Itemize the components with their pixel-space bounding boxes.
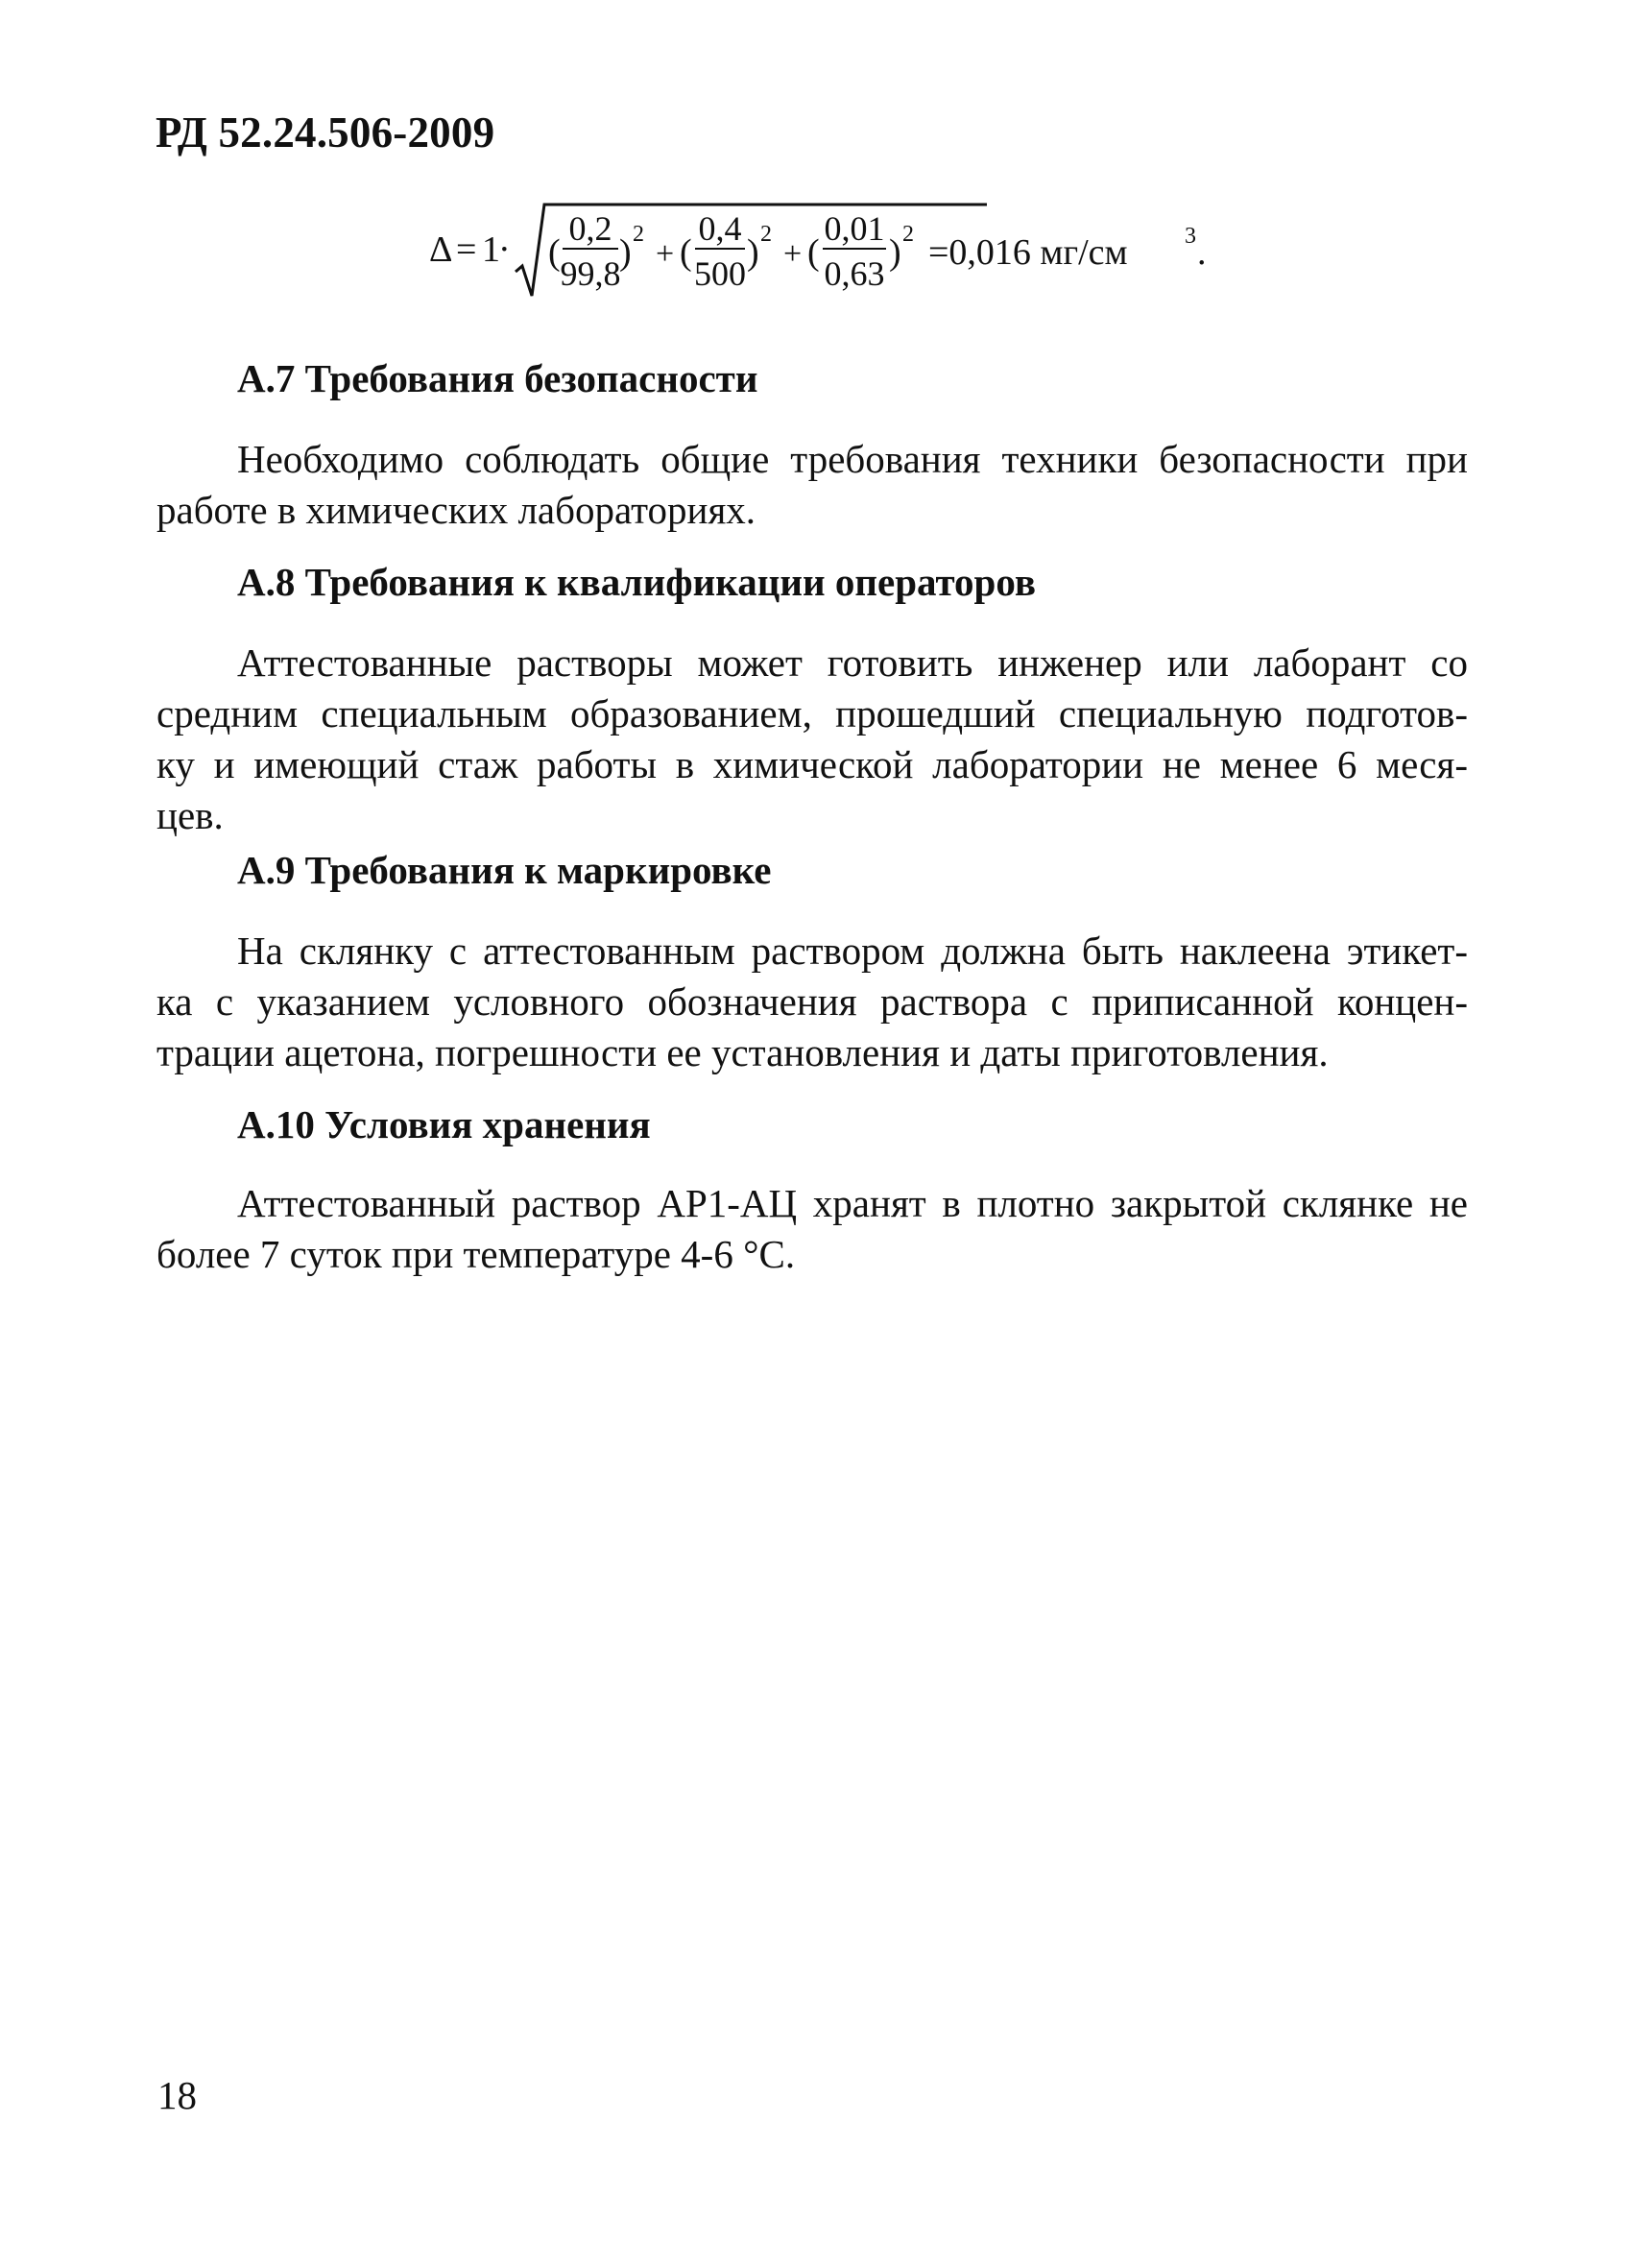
formula-result: =0,016 мг/см <box>928 232 1128 273</box>
term-1-numerator: 0,2 <box>568 209 612 248</box>
section-body-a8 <box>156 638 1468 841</box>
section-heading-a7: А.7 Требования безопасности <box>237 356 758 400</box>
formula-plus: + <box>783 236 803 272</box>
section-heading-a8: А.8 Требования к квалификации операторов <box>237 560 1036 604</box>
term-open-paren: ( <box>548 232 561 273</box>
formula-delta: Δ <box>429 229 453 270</box>
section-heading-a9: А.9 Требования к маркировке <box>237 848 772 892</box>
term-1-exponent: 2 <box>633 222 644 247</box>
formula-equals: = <box>456 229 477 270</box>
body-line: ку и имеющий стаж работы в химической лаборатории не менее 6 меся- <box>156 742 1468 786</box>
term-2-numerator: 0,4 <box>698 209 742 248</box>
term-open-paren: ( <box>680 232 692 273</box>
formula-factor: 1 <box>482 229 500 270</box>
body-line: средним специальным образованием, прошедший специальную подготов- <box>156 691 1468 736</box>
term-2-exponent: 2 <box>760 222 772 247</box>
term-close-paren: ) <box>619 232 632 273</box>
body-line: На склянку с аттестованным раствором должна быть наклеена этикет- <box>237 929 1468 973</box>
section-heading-a10: А.10 Условия хранения <box>237 1102 651 1146</box>
term-close-paren: ) <box>747 232 759 273</box>
term-3-numerator: 0,01 <box>824 209 885 248</box>
body-line: цев. <box>156 793 224 837</box>
body-line: Аттестованный раствор АР1-АЦ хранят в плотно закрытой склянке не <box>237 1181 1468 1225</box>
body-line: трации ацетона, погрешности ее установления и даты приготовления. <box>156 1030 1329 1074</box>
uncertainty-formula <box>427 197 1272 312</box>
body-line: Аттестованные растворы может готовить инженер или лаборант со <box>237 640 1468 685</box>
term-2-denominator: 500 <box>694 254 746 293</box>
formula-result-end: . <box>1197 232 1207 273</box>
formula-plus: + <box>656 236 675 272</box>
formula-dot: · <box>498 229 511 270</box>
term-3-exponent: 2 <box>902 222 914 247</box>
page-number: 18 <box>157 2073 197 2117</box>
term-3-denominator: 0,63 <box>824 254 885 293</box>
term-open-paren: ( <box>807 232 820 273</box>
section-body-a10 <box>156 1178 1468 1280</box>
document-code: РД 52.24.506-2009 <box>156 109 495 157</box>
section-body-a7 <box>156 434 1468 536</box>
body-line: ка с указанием условного обозначения раствора с приписанной концен- <box>156 979 1468 1024</box>
body-line: Необходимо соблюдать общие требования техники безопасности при <box>237 437 1468 481</box>
body-line: работе в химических лабораториях. <box>156 488 756 532</box>
body-line: более 7 суток при температуре 4-6 °С. <box>156 1232 796 1276</box>
section-body-a9 <box>156 926 1468 1078</box>
formula-result-exponent: 3 <box>1185 224 1196 249</box>
term-1-denominator: 99,8 <box>560 254 621 293</box>
term-close-paren: ) <box>889 232 901 273</box>
